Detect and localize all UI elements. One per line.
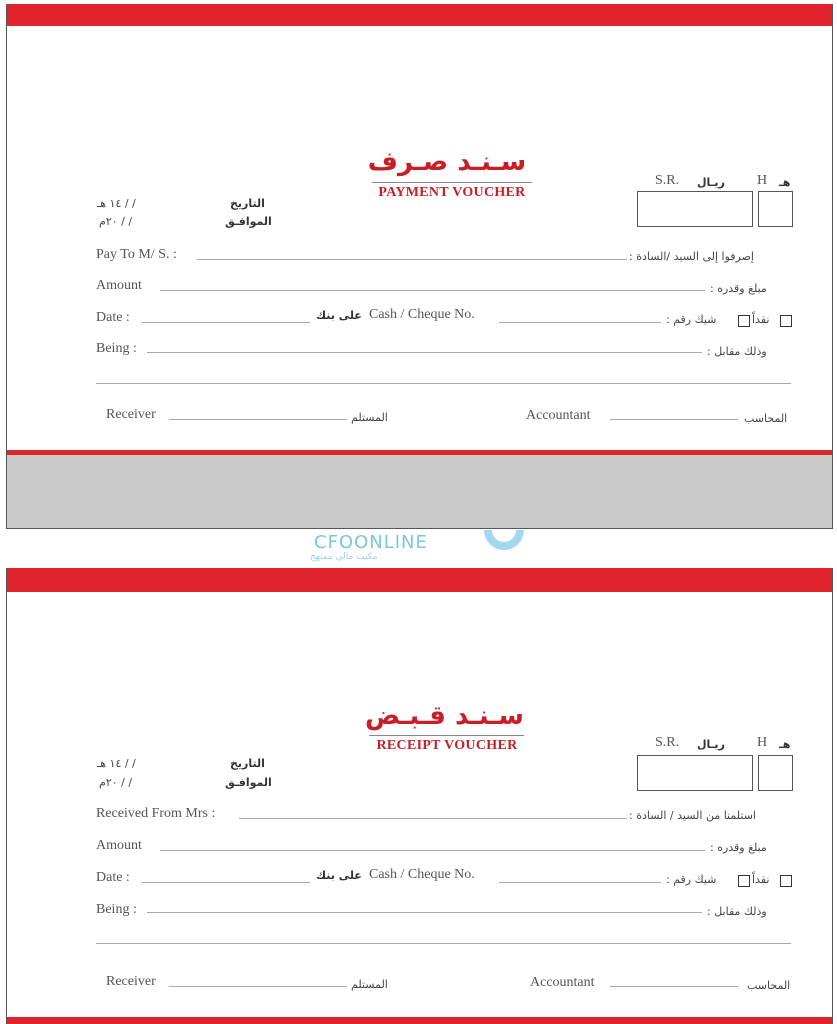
payment-top-bar bbox=[7, 4, 832, 26]
receipt-amount-line[interactable] bbox=[160, 850, 705, 851]
receipt-cash-cheque-label: Cash / Cheque No. bbox=[369, 867, 475, 882]
watermark-brand: CFOONLINE bbox=[314, 532, 428, 553]
receipt-receiver-label: Receiver bbox=[106, 974, 156, 989]
receipt-amount-riyal-box[interactable] bbox=[637, 755, 753, 791]
receipt-title-en: RECEIPT VOUCHER bbox=[376, 738, 518, 753]
payment-cash-checkbox[interactable] bbox=[780, 315, 792, 327]
payment-bank-ar: على بنك bbox=[316, 309, 362, 322]
receipt-currency-h: H bbox=[757, 735, 768, 750]
payment-currency-ar: ريـال bbox=[697, 176, 725, 189]
payment-cash-ar: نقداً bbox=[752, 313, 770, 326]
payment-title-rule bbox=[372, 182, 532, 183]
payment-date-hijri: / / ١٤ هـ bbox=[97, 197, 136, 210]
payment-extra-line[interactable] bbox=[96, 383, 791, 384]
payment-title-en: PAYMENT VOUCHER bbox=[378, 185, 526, 200]
receipt-extra-line[interactable] bbox=[96, 943, 791, 944]
payment-amount-label: Amount bbox=[96, 278, 142, 293]
payment-being-line[interactable] bbox=[147, 352, 702, 353]
payment-receiver-ar: المستلم bbox=[351, 411, 388, 424]
receipt-being-label: Being : bbox=[96, 902, 137, 917]
receipt-receiver-line[interactable] bbox=[169, 986, 347, 987]
receipt-bank-ar: على بنك bbox=[316, 869, 362, 882]
receipt-amount-halala-box[interactable] bbox=[758, 755, 793, 791]
receipt-date-line[interactable] bbox=[142, 882, 310, 883]
payment-amount-riyal-box[interactable] bbox=[637, 191, 753, 227]
payment-corresponding-label-ar: الموافـق bbox=[225, 215, 272, 228]
watermark-logo-icon bbox=[484, 528, 524, 562]
receipt-bottom-bar bbox=[7, 1017, 832, 1024]
receipt-amount-label: Amount bbox=[96, 838, 142, 853]
receipt-amount-ar: مبلغ وقدره : bbox=[710, 841, 767, 854]
payment-amount-line[interactable] bbox=[160, 290, 705, 291]
payment-date-line[interactable] bbox=[142, 322, 310, 323]
payment-receiver-line[interactable] bbox=[169, 419, 347, 420]
receipt-received-from-label: Received From Mrs : bbox=[96, 806, 216, 821]
receipt-cash-ar: نقداً bbox=[752, 873, 770, 886]
receipt-cash-checkbox[interactable] bbox=[780, 875, 792, 887]
watermark-sub: مكتب مالي ممنهج bbox=[310, 552, 378, 562]
receipt-cheque-line[interactable] bbox=[499, 882, 661, 883]
payment-date-gregorian: / / ٢٠م bbox=[99, 215, 133, 228]
payment-date-label-ar: التاريخ bbox=[230, 197, 265, 210]
payment-being-ar: وذلك مقابل : bbox=[707, 345, 767, 358]
receipt-date-label: Date : bbox=[96, 870, 130, 885]
payment-cash-cheque-label: Cash / Cheque No. bbox=[369, 307, 475, 322]
payment-currency-h: H bbox=[757, 173, 768, 188]
payment-cheque-checkbox[interactable] bbox=[738, 315, 750, 327]
receipt-accountant-label: Accountant bbox=[530, 975, 595, 990]
payment-being-label: Being : bbox=[96, 341, 137, 356]
receipt-corresponding-label-ar: الموافـق bbox=[225, 776, 272, 789]
payment-title-ar: سـنـد صـرف bbox=[367, 147, 527, 177]
payment-pay-to-line[interactable] bbox=[197, 259, 627, 260]
receipt-title-ar: سـنـد قـبـض bbox=[365, 701, 524, 731]
payment-accountant-line[interactable] bbox=[610, 419, 738, 420]
watermark bbox=[300, 528, 540, 568]
receipt-currency-h-ar: هـ bbox=[779, 738, 791, 751]
receipt-top-bar bbox=[7, 568, 832, 592]
receipt-accountant-line[interactable] bbox=[610, 986, 738, 987]
payment-grey-band bbox=[7, 455, 832, 529]
payment-date-label: Date : bbox=[96, 310, 130, 325]
receipt-title-rule bbox=[369, 735, 524, 736]
payment-accountant-label: Accountant bbox=[526, 408, 591, 423]
payment-cheque-ar: شيك رقم : bbox=[666, 313, 717, 326]
payment-amount-halala-box[interactable] bbox=[758, 191, 793, 227]
payment-currency-sr: S.R. bbox=[655, 173, 680, 188]
receipt-received-from-line[interactable] bbox=[239, 818, 627, 819]
receipt-cheque-checkbox[interactable] bbox=[738, 875, 750, 887]
payment-pay-to-ar: إصرفوا إلى السيد /السادة : bbox=[629, 250, 754, 263]
receipt-currency-ar: ريـال bbox=[697, 738, 725, 751]
payment-cheque-line[interactable] bbox=[499, 322, 661, 323]
payment-accountant-ar: المحاسب bbox=[744, 412, 788, 425]
receipt-being-ar: وذلك مقابل : bbox=[707, 905, 767, 918]
payment-pay-to-label: Pay To M/ S. : bbox=[96, 247, 177, 262]
payment-voucher bbox=[6, 4, 833, 529]
payment-receiver-label: Receiver bbox=[106, 407, 156, 422]
receipt-date-gregorian: / / ٢٠م bbox=[99, 776, 133, 789]
payment-currency-h-ar: هـ bbox=[779, 176, 791, 189]
receipt-voucher bbox=[6, 568, 833, 1024]
receipt-currency-sr: S.R. bbox=[655, 735, 680, 750]
receipt-receiver-ar: المستلم bbox=[351, 978, 388, 991]
receipt-date-label-ar: التاريخ bbox=[230, 757, 265, 770]
receipt-cheque-ar: شيك رقم : bbox=[666, 873, 717, 886]
receipt-date-hijri: / / ١٤ هـ bbox=[97, 757, 136, 770]
receipt-being-line[interactable] bbox=[147, 912, 702, 913]
receipt-received-from-ar: استلمنا من السيد / السادة : bbox=[629, 809, 756, 822]
payment-amount-ar: مبلغ وقدره : bbox=[710, 282, 767, 295]
receipt-accountant-ar: المحاسب bbox=[747, 979, 791, 992]
